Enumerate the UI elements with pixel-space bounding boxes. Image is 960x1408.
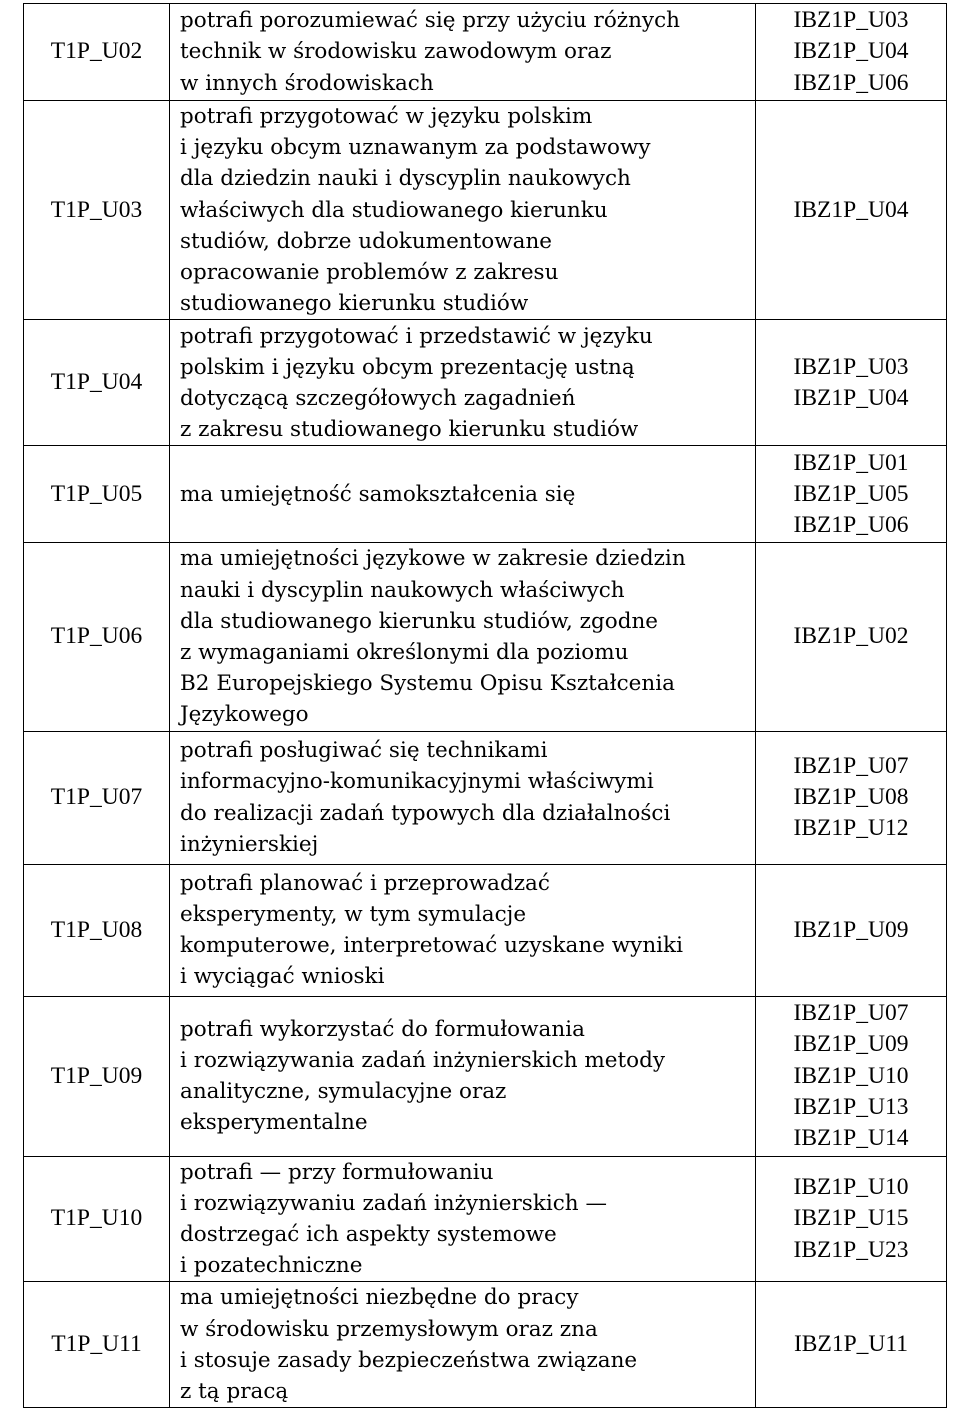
reference-code: IBZ1P_U08 <box>793 784 909 811</box>
outcome-description <box>170 543 756 731</box>
reference-codes <box>756 864 947 996</box>
reference-code: IBZ1P_U03 <box>793 7 909 34</box>
description-line: w środowisku przemysłowym oraz zna <box>180 1316 598 1342</box>
reference-codes <box>756 446 947 543</box>
description-line: informacyjno-komunikacyjnymi właściwymi <box>180 769 654 795</box>
reference-code: IBZ1P_U12 <box>793 815 909 842</box>
table-row <box>24 320 947 446</box>
description-line: potrafi posługiwać się technikami <box>180 738 548 764</box>
table-row <box>24 1282 947 1408</box>
description-line: ma umiejętności językowe w zakresie dziedzin <box>180 546 686 572</box>
description-line: studiowanego kierunku studiów <box>180 291 529 317</box>
outcome-code: T1P_U10 <box>24 1156 170 1282</box>
table-row <box>24 864 947 996</box>
description-line: dotyczącą szczegółowych zagadnień <box>180 385 576 411</box>
description-line: dla studiowanego kierunku studiów, zgodne <box>180 608 659 634</box>
reference-code: IBZ1P_U09 <box>793 1031 909 1058</box>
description-line: dostrzegać ich aspekty systemowe <box>180 1222 557 1248</box>
reference-codes <box>756 543 947 731</box>
learning-outcomes-table <box>23 3 947 1408</box>
reference-codes <box>756 101 947 320</box>
outcome-description <box>170 101 756 320</box>
outcome-code: T1P_U06 <box>24 543 170 731</box>
reference-code: IBZ1P_U15 <box>793 1205 909 1232</box>
description-line: z wymaganiami określonymi dla poziomu <box>180 640 629 666</box>
reference-codes <box>756 1156 947 1282</box>
reference-code: IBZ1P_U05 <box>793 480 909 507</box>
reference-codes <box>756 4 947 101</box>
reference-code: IBZ1P_U10 <box>793 1174 909 1201</box>
table-row <box>24 996 947 1156</box>
reference-code: IBZ1P_U23 <box>793 1236 909 1263</box>
outcome-code: T1P_U09 <box>24 996 170 1156</box>
description-line: w innych środowiskach <box>180 70 434 96</box>
reference-codes <box>756 320 947 446</box>
table-row <box>24 543 947 731</box>
description-line: eksperymenty, w tym symulacje <box>180 901 527 927</box>
description-line: do realizacji zadań typowych dla działalności <box>180 800 671 826</box>
description-line: B2 Europejskiego Systemu Opisu Kształcenia <box>180 671 675 697</box>
description-line: i języku obcym uznawanym za podstawowy <box>180 135 651 161</box>
description-line: potrafi wykorzystać do formułowania <box>180 1016 585 1042</box>
reference-code: IBZ1P_U07 <box>793 752 909 779</box>
description-line: eksperymentalne <box>180 1110 368 1136</box>
outcome-code: T1P_U02 <box>24 4 170 101</box>
reference-code: IBZ1P_U14 <box>793 1124 909 1151</box>
reference-code: IBZ1P_U13 <box>793 1093 909 1120</box>
description-line: analityczne, symulacyjne oraz <box>180 1079 507 1105</box>
reference-code: IBZ1P_U07 <box>793 1000 909 1027</box>
description-line: technik w środowisku zawodowym oraz <box>180 39 612 65</box>
reference-code: IBZ1P_U01 <box>793 449 909 476</box>
outcome-code: T1P_U07 <box>24 731 170 864</box>
outcome-description <box>170 320 756 446</box>
outcome-description <box>170 864 756 996</box>
description-line: polskim i języku obcym prezentację ustną <box>180 354 635 380</box>
reference-code: IBZ1P_U04 <box>793 196 909 223</box>
outcome-code: T1P_U05 <box>24 446 170 543</box>
description-line: opracowanie problemów z zakresu <box>180 260 559 286</box>
table-row <box>24 1156 947 1282</box>
table-body <box>24 4 947 1408</box>
description-line: i stosuje zasady bezpieczeństwa związane <box>180 1347 638 1373</box>
description-line: potrafi porozumiewać się przy użyciu różnych <box>180 8 680 34</box>
description-line: ma umiejętności niezbędne do pracy <box>180 1285 579 1311</box>
description-line: potrafi planować i przeprowadzać <box>180 870 550 896</box>
reference-code: IBZ1P_U06 <box>793 69 909 96</box>
outcome-description <box>170 996 756 1156</box>
reference-code: IBZ1P_U03 <box>793 353 909 380</box>
outcome-description <box>170 446 756 543</box>
reference-code: IBZ1P_U09 <box>793 916 909 943</box>
description-line: inżynierskiej <box>180 831 319 857</box>
outcome-description <box>170 1156 756 1282</box>
outcome-code: T1P_U03 <box>24 101 170 320</box>
reference-code: IBZ1P_U04 <box>793 384 909 411</box>
outcome-code: T1P_U04 <box>24 320 170 446</box>
reference-codes <box>756 731 947 864</box>
reference-code: IBZ1P_U11 <box>793 1331 909 1358</box>
outcome-code: T1P_U11 <box>24 1282 170 1408</box>
reference-code: IBZ1P_U02 <box>793 623 909 650</box>
outcome-description <box>170 1282 756 1408</box>
description-line: dla dziedzin nauki i dyscyplin naukowych <box>180 166 631 192</box>
description-line: i rozwiązywaniu zadań inżynierskich — <box>180 1190 607 1216</box>
outcome-description <box>170 731 756 864</box>
outcome-description <box>170 4 756 101</box>
description-line: z zakresu studiowanego kierunku studiów <box>180 417 639 443</box>
outcome-code: T1P_U08 <box>24 864 170 996</box>
reference-code: IBZ1P_U04 <box>793 38 909 65</box>
table-row <box>24 101 947 320</box>
description-line: właściwych dla studiowanego kierunku <box>180 197 608 223</box>
description-line: ma umiejętność samokształcenia się <box>180 481 576 507</box>
reference-code: IBZ1P_U10 <box>793 1062 909 1089</box>
description-line: potrafi — przy formułowaniu <box>180 1159 494 1185</box>
reference-codes <box>756 1282 947 1408</box>
table-row <box>24 731 947 864</box>
reference-codes <box>756 996 947 1156</box>
description-line: Językowego <box>180 702 309 728</box>
description-line: potrafi przygotować w języku polskim <box>180 104 593 129</box>
description-line: z tą pracą <box>180 1379 289 1405</box>
description-line: i rozwiązywania zadań inżynierskich metody <box>180 1047 666 1073</box>
description-line: potrafi przygotować i przedstawić w języku <box>180 323 653 349</box>
description-line: i pozatechniczne <box>180 1253 363 1279</box>
description-line: komputerowe, interpretować uzyskane wyniki <box>180 933 683 959</box>
description-line: i wyciągać wnioski <box>180 964 385 990</box>
reference-code: IBZ1P_U06 <box>793 512 909 539</box>
table-row <box>24 446 947 543</box>
description-line: nauki i dyscyplin naukowych właściwych <box>180 577 625 603</box>
description-line: studiów, dobrze udokumentowane <box>180 228 553 254</box>
table-row <box>24 4 947 101</box>
